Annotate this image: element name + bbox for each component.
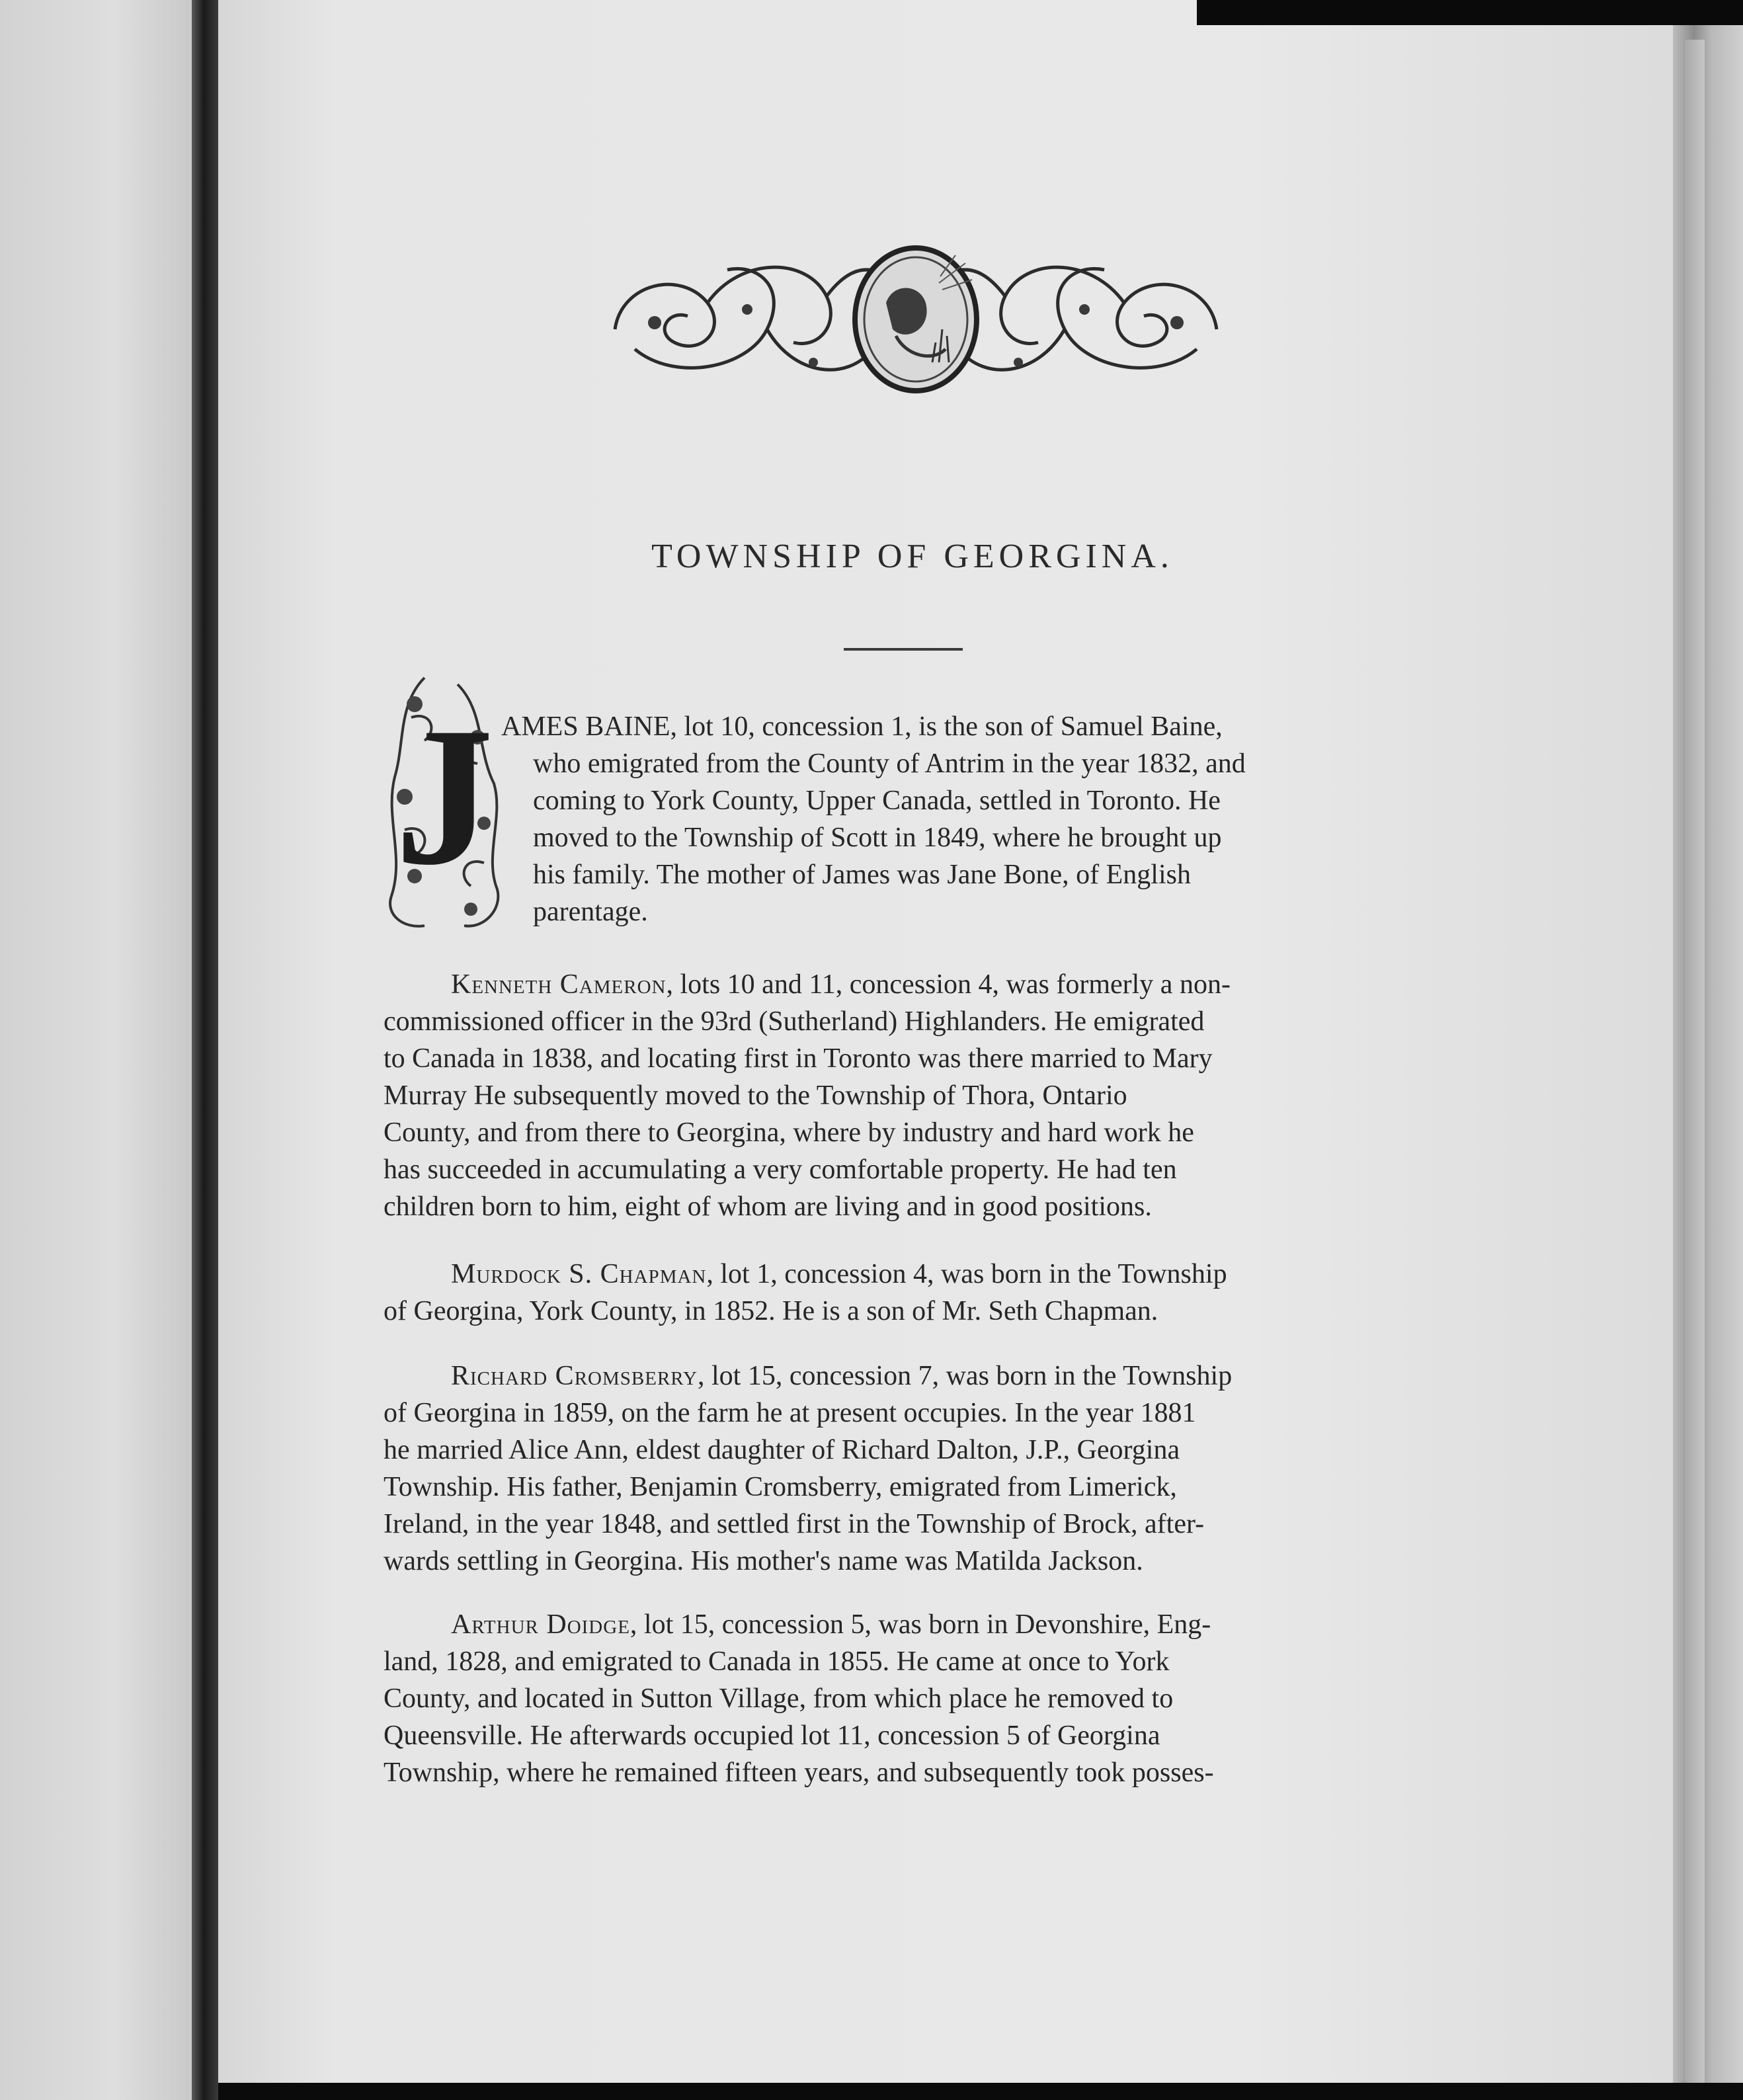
text-line: has succeeded in accumulating a very comfortable property. He had ten [384,1154,1177,1185]
text-line: of Georgina in 1859, on the farm he at present occupies. In the year 1881 [384,1398,1196,1428]
text-line: Queensville. He afterwards occupied lot 11, concession 5 of Georgina [384,1720,1160,1751]
entry-name: Kenneth Cameron [451,969,667,1000]
text-line: he married Alice Ann, eldest daughter of Richard Dalton, J.P., Georgina [384,1435,1180,1465]
text-line: children born to him, eight of whom are living and in good positions. [384,1191,1152,1222]
text-line: Murray He subsequently moved to the Township of Thora, Ontario [384,1080,1127,1111]
text-line: land, 1828, and emigrated to Canada in 1855. He came at once to York [384,1646,1170,1677]
scan-border-top [1197,0,1743,25]
text-line: Ireland, in the year 1848, and settled first in the Township of Brock, after- [384,1509,1205,1539]
text-line: commissioned officer in the 93rd (Sutherland) Highlanders. He emigrated [384,1006,1205,1037]
text-line: AMES BAINE, lot 10, concession 1, is the son of Samuel Baine, [501,711,1223,742]
text-line: parentage. [533,897,648,927]
text-line: Township, where he remained fifteen years, and subsequently took posses- [384,1757,1214,1788]
facing-page-edge [0,0,192,2100]
text-line: Kenneth Cameron, lots 10 and 11, concession 4, was formerly a non- [451,969,1231,1000]
text-line: County, and located in Sutton Village, from which place he removed to [384,1683,1174,1714]
header-ornament [595,230,1236,402]
text-line: moved to the Township of Scott in 1849, where he brought up [533,823,1222,853]
page-edge-stack [1685,40,1705,2083]
dropcap-letter: J [395,686,494,906]
scan-border-bottom [218,2083,1743,2100]
title-rule [844,648,963,651]
text-line: who emigrated from the County of Antrim in the year 1832, and [533,748,1246,779]
text-line: wards settling in Georgina. His mother's name was Matilda Jackson. [384,1546,1143,1576]
text-line: coming to York County, Upper Canada, settled in Toronto. He [533,786,1221,816]
entry-name: Richard Cromsberry [451,1361,698,1391]
text-line: Murdock S. Chapman, lot 1, concession 4, was born in the Township [451,1259,1227,1289]
text-line: to Canada in 1838, and locating first in Toronto was there married to Mary [384,1043,1213,1074]
text-line: Richard Cromsberry, lot 15, concession 7, was born in the Township [451,1361,1233,1391]
entry-name: Murdock S. Chapman [451,1259,707,1289]
page-edge-right [1673,25,1743,2100]
dropcap-ornament [385,665,504,936]
text-line: his family. The mother of James was Jane Bone, of English [533,860,1191,890]
text-line: Township. His father, Benjamin Cromsberry, emigrated from Limerick, [384,1472,1177,1502]
text-line: Arthur Doidge, lot 15, concession 5, was born in Devonshire, Eng- [451,1609,1211,1640]
entry-name: Arthur Doidge [451,1609,630,1640]
text-line: of Georgina, York County, in 1852. He is a son of Mr. Seth Chapman. [384,1296,1158,1326]
book-gutter [192,0,218,2100]
text-line: County, and from there to Georgina, where by industry and hard work he [384,1117,1194,1148]
page-title: TOWNSHIP OF GEORGINA. [651,538,1174,575]
